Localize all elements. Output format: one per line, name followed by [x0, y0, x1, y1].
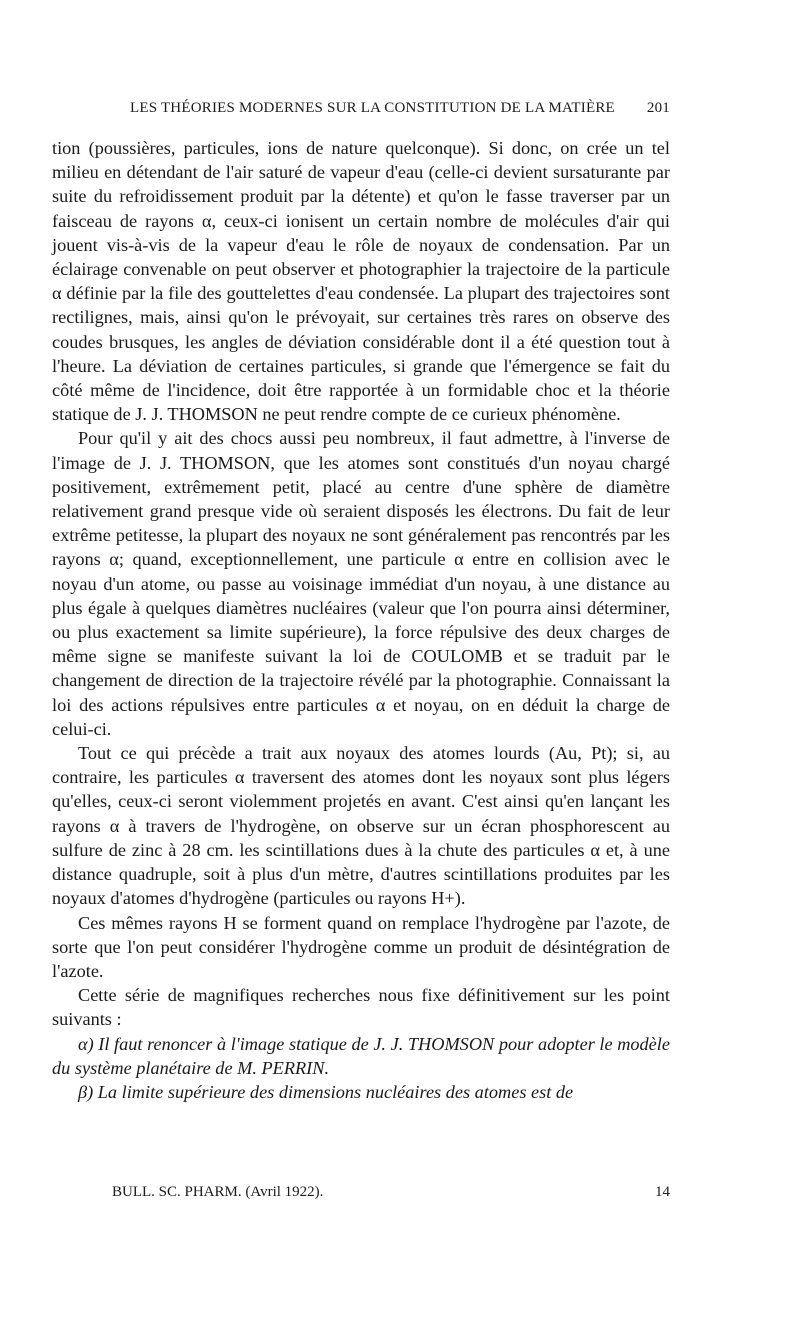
- paragraph-1: tion (poussières, particules, ions de nature quelconque). Si donc, on crée un tel milieu en détendant de l'air saturé de vapeur d'eau (celle-ci devient sursaturante par suite du refroidissement produit par la détente) et qu'on le fasse traverser par un faisceau de rayons α, ceux-ci ionisent un certain nombre de molécules d'air qui jouent vis-à-vis de la vapeur d'eau le rôle de noyaux de condensation. Par un éclairage convenable on peut observer et photographier la trajectoire de la particule α définie par la file des gouttelettes d'eau condensée. La plupart des trajectoires sont rectilignes, mais, ainsi qu'on le prévoyait, sur certaines très rares on observe des coudes brusques, les angles de déviation considérable dont il a été question tout à l'heure. La déviation de certaines particules, si grande que l'émergence se fait du côté même de l'incidence, doit être rapportée à un formidable choc et la théorie statique de J. J. THOMSON ne peut rendre compte de ce curieux phénomène.: [52, 138, 670, 425]
- paragraph-5: Cette série de magnifiques recherches nous fixe définitivement sur les point suivants :: [52, 985, 670, 1030]
- list-item-beta: β) La limite supérieure des dimensions nucléaires des atomes est de: [78, 1081, 574, 1102]
- running-title: LES THÉORIES MODERNES SUR LA CONSTITUTION DE LA MATIÈRE: [130, 100, 615, 116]
- journal-reference: BULL. SC. PHARM. (Avril 1922).: [112, 1184, 324, 1200]
- paragraph-3: Tout ce qui précède a trait aux noyaux des atomes lourds (Au, Pt); si, au contraire, les particules α traversent des atomes dont les noyaux sont plus légers qu'elles, ceux-ci seront violemment projetés en avant. C'est ainsi qu'en lançant les rayons α à travers de l'hydrogène, on observe sur un écran phosphorescent au sulfure de zinc à 28 cm. les scintillations dues à la chute des particules α et, à une distance quadruple, soit à plus d'un mètre, d'autres scintillations produites par les noyaux d'atomes d'hydrogène (particules ou rayons H+).: [52, 743, 670, 909]
- body-text: [52, 136, 670, 1104]
- page-number: 201: [646, 100, 670, 116]
- paragraph-4: Ces mêmes rayons H se forment quand on remplace l'hydrogène par l'azote, de sorte que l'on peut considérer l'hydrogène comme un produit de désintégration de l'azote.: [52, 912, 670, 981]
- list-item-alpha: α) Il faut renoncer à l'image statique de J. J. THOMSON pour adopter le modèle du système planétaire de M. PERRIN.: [52, 1033, 670, 1078]
- paragraph-2: Pour qu'il y ait des chocs aussi peu nombreux, il faut admettre, à l'inverse de l'image de J. J. THOMSON, que les atomes sont constitués d'un noyau chargé positivement, extrêmement petit, placé au centre d'une sphère de diamètre relativement grand presque vide où seraient disposés les électrons. Du fait de leur extrême petitesse, la plupart des noyaux ne sont généralement pas rencontrés par les rayons α; quand, exceptionnellement, une particule α entre en collision avec le noyau d'un atome, ou passe au voisinage immédiat d'un noyau, à une distance au plus égale à quelques diamètres nucléaires (valeur que l'on pourra ainsi déterminer, ou plus exactement sa limite supérieure), la force répulsive des deux charges de même signe se manifeste suivant la loi de COULOMB et se traduit par le changement de direction de la trajectoire révélé par la photographie. Connaissant la loi des actions répulsives entre particules α et noyau, on en déduit la charge de celui-ci.: [52, 428, 670, 739]
- sheet-number: 14: [655, 1184, 670, 1200]
